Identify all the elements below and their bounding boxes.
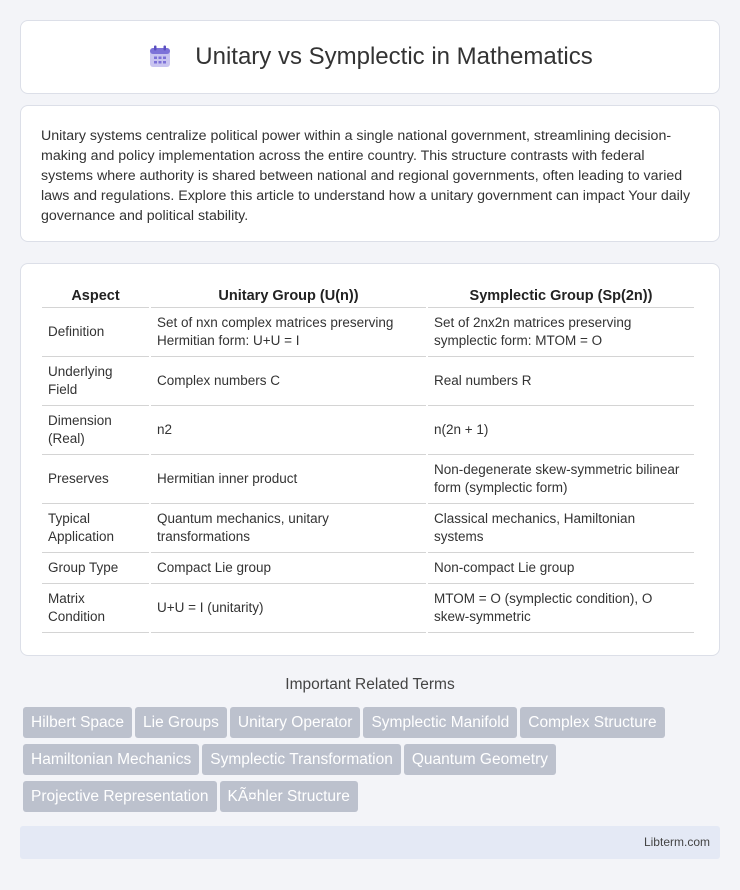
table-cell: Quantum mechanics, unitary transformations xyxy=(151,504,426,553)
intro-card xyxy=(20,105,720,242)
related-terms-heading: Important Related Terms xyxy=(285,676,455,693)
related-term-tag[interactable]: Complex Structure xyxy=(520,707,664,738)
related-term-tag[interactable]: KÃ¤hler Structure xyxy=(220,781,358,812)
table-row xyxy=(42,308,694,357)
table-cell: Underlying Field xyxy=(42,357,149,406)
intro-text: Unitary systems centralize political power within a single national government, streamlining decision-making and policy implementation across the entire country. This structure contrasts with federal systems where authority is shared between national and regional governments, often leading to varied laws and regulations. Explore this article to understand how a unitary government can impact Your daily governance and political stability. xyxy=(41,128,691,224)
related-term-tag[interactable]: Hilbert Space xyxy=(23,707,132,738)
table-cell: Group Type xyxy=(42,553,149,584)
table-cell: Non-compact Lie group xyxy=(428,553,694,584)
calendar-icon xyxy=(147,44,173,70)
table-cell: Compact Lie group xyxy=(151,553,426,584)
comparison-card xyxy=(20,263,720,656)
table-cell: U+U = I (unitarity) xyxy=(151,584,426,633)
table-cell: MTOM = O (symplectic condition), O skew-symmetric xyxy=(428,584,694,633)
table-cell: Dimension (Real) xyxy=(42,406,149,455)
site-link[interactable]: Libterm.com xyxy=(643,835,710,849)
related-term-tag[interactable]: Quantum Geometry xyxy=(404,744,556,775)
table-cell: Set of 2nx2n matrices preserving symplectic form: MTOM = O xyxy=(428,308,694,357)
table-row xyxy=(42,504,694,553)
table-cell: Hermitian inner product xyxy=(151,455,426,504)
table-cell: Definition xyxy=(42,308,149,357)
table-cell: Classical mechanics, Hamiltonian systems xyxy=(428,504,694,553)
related-term-tag[interactable]: Symplectic Transformation xyxy=(202,744,401,775)
table-cell: Real numbers R xyxy=(428,357,694,406)
related-term-tag[interactable]: Unitary Operator xyxy=(230,707,361,738)
title-card xyxy=(20,20,720,94)
comparison-table xyxy=(40,282,696,633)
table-cell: Complex numbers C xyxy=(151,357,426,406)
related-term-tag[interactable]: Symplectic Manifold xyxy=(363,707,517,738)
table-cell: Typical Application xyxy=(42,504,149,553)
table-cell: Non-degenerate skew-symmetric bilinear form (symplectic form) xyxy=(428,455,694,504)
table-row xyxy=(42,357,694,406)
related-term-tag[interactable]: Hamiltonian Mechanics xyxy=(23,744,199,775)
related-terms-list xyxy=(23,707,723,818)
table-cell: n(2n + 1) xyxy=(428,406,694,455)
page-title: Unitary vs Symplectic in Mathematics xyxy=(195,43,593,70)
table-cell: n2 xyxy=(151,406,426,455)
table-row xyxy=(42,553,694,584)
column-header: Symplectic Group (Sp(2n)) xyxy=(428,282,694,308)
table-header-row xyxy=(42,282,694,308)
related-term-tag[interactable]: Projective Representation xyxy=(23,781,217,812)
column-header: Aspect xyxy=(42,282,149,308)
column-header: Unitary Group (U(n)) xyxy=(151,282,426,308)
table-cell: Set of nxn complex matrices preserving Hermitian form: U+U = I xyxy=(151,308,426,357)
table-cell: Matrix Condition xyxy=(42,584,149,633)
table-row xyxy=(42,584,694,633)
table-row xyxy=(42,455,694,504)
table-row xyxy=(42,406,694,455)
table-cell: Preserves xyxy=(42,455,149,504)
footer xyxy=(20,826,720,859)
related-term-tag[interactable]: Lie Groups xyxy=(135,707,227,738)
